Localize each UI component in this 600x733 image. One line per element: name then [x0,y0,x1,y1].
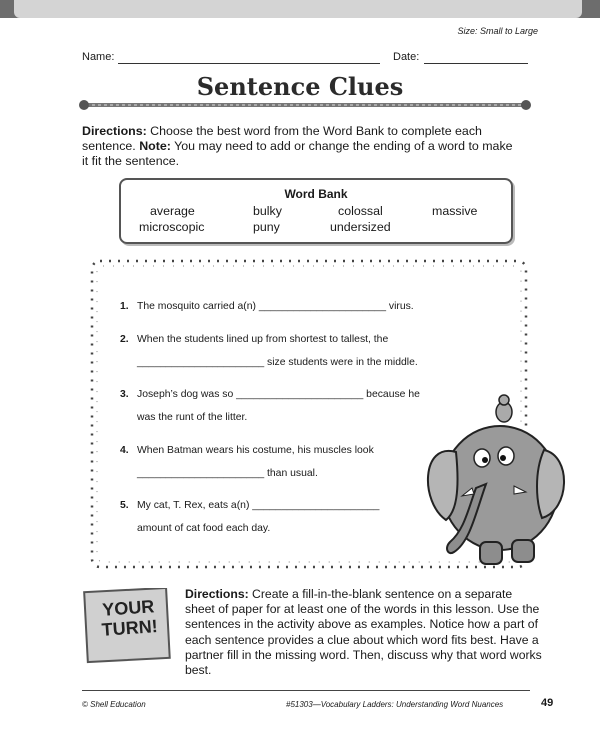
word-bank-word: puny [253,220,280,234]
question-number: 2. [120,334,129,345]
page-title: Sentence Clues [196,72,404,101]
word-bank-word: undersized [330,220,391,234]
question-text-continued: ______________________ than usual. [137,468,318,479]
elephant-illustration [416,392,574,572]
size-label: Size: Small to Large [457,26,538,36]
your-turn-directions-label: Directions: [185,587,249,601]
question-number: 1. [120,301,129,312]
question-number: 3. [120,389,129,400]
word-bank-word: average [150,204,195,218]
question-text-continued: amount of cat food each day. [137,523,271,534]
directions-text-1: Choose the best word from the Word Bank to complete each sentence. [82,124,482,153]
question-text: The mosquito carried a(n) ______________________ virus. [137,301,414,312]
question-text: Joseph’s dog was so ______________________ because he [137,389,420,400]
word-bank-word: microscopic [139,220,205,234]
directions-text-2: You may need to add or change the ending of a word to make it fit the sentence. [82,139,513,168]
date-label: Date: [393,51,420,63]
rope-divider [78,99,532,111]
name-field[interactable] [118,63,380,64]
question-text: When Batman wears his costume, his muscles look [137,445,374,456]
question-number: 4. [120,445,129,456]
directions [82,124,522,169]
question-text-continued: ______________________ size students were in the middle. [137,357,418,368]
footer-divider [82,690,530,691]
question-text-continued: was the runt of the litter. [137,412,248,423]
top-bar [0,0,600,18]
your-turn-line-1: YOUR [101,596,155,620]
your-turn-line-2: TURN! [101,616,159,640]
question-number: 5. [120,500,129,511]
note-label: Note: [139,139,171,153]
name-label: Name: [82,51,115,63]
footer-book-title: #51303—Vocabulary Ladders: Understanding Word Nuances [286,700,504,709]
page-number: 49 [541,697,554,709]
word-bank-word: bulky [253,204,282,218]
word-bank [119,178,513,244]
word-bank-title: Word Bank [284,187,348,201]
top-bar-tab [14,0,582,18]
word-bank-word: colossal [338,204,383,218]
question-text: My cat, T. Rex, eats a(n) ______________________ [137,500,380,511]
word-bank-word: massive [432,204,478,218]
date-field[interactable] [424,63,528,64]
your-turn-label [93,596,166,641]
directions-label: Directions: [82,124,147,138]
question-text: When the students lined up from shortest to tallest, the [137,334,389,345]
your-turn-directions [185,587,545,678]
your-turn-directions-text: Create a fill-in-the-blank sentence on a separate sheet of paper for at least one of the words in this lesson. Use the sentences in the activity above as examples. Notice how a part of each sentence provides a clue about which word fits best. Have a partner fill in the missing word. Then, discuss why that word works best. [185,587,542,678]
footer-publisher: © Shell Education [82,700,146,709]
